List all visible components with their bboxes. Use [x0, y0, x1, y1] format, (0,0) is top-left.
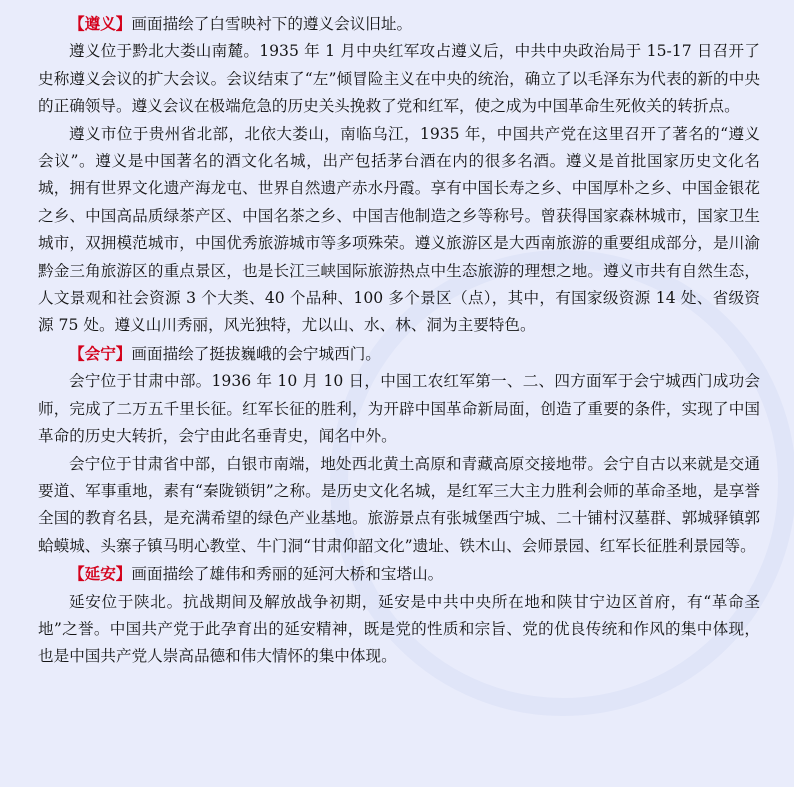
paragraph: 遵义位于黔北大娄山南麓。1935 年 1 月中央红军攻占遵义后，中共中央政治局于 15-17 日召开了史称遵义会议的扩大会议。会议结束了“左”倾冒险主义在中央的统治，确立了以毛泽东为代表的新的中央的正确领导。遵义会议在极端危急的历史关头挽救了党和红军，使之成为中国革命生死攸关的转折点。 [38, 42, 760, 116]
section-heading-yanan [38, 560, 760, 588]
section-tag: 【延安】 [69, 564, 132, 584]
paragraph: 遵义市位于贵州省北部，北依大娄山，南临乌江，1935 年，中国共产党在这里召开了著名的“遵义会议”。遵义是中国著名的酒文化名城，出产包括茅台酒在内的很多名酒。遵义是首批国家历史文化名城，拥有世界文化遗产海龙屯、世界自然遗产赤水丹霞。享有中国长寿之乡、中国厚朴之乡、中国金银花之乡、中国高品质绿茶产区、中国名茶之乡、中国吉他制造之乡等称号。曾获得国家森林城市，国家卫生城市，双拥模范城市，中国优秀旅游城市等多项殊荣。遵义旅游区是大西南旅游的重要组成部分，是川渝黔金三角旅游区的重点景区，也是长江三峡国际旅游热点中生态旅游的理想之地。遵义市共有自然生态，人文景观和社会资源 3 个大类、40 个品种、100 多个景区（点），其中，有国家级资源 14 处、省级资源 75 处。遵义山川秀丽，风光独特，尤以山、水、林、洞为主要特色。 [38, 124, 760, 335]
section-tag: 【会宁】 [69, 343, 132, 363]
section-caption: 画面描绘了白雪映衬下的遵义会议旧址。 [131, 15, 413, 33]
paragraph: 延安位于陕北。抗战期间及解放战争初期，延安是中共中央所在地和陕甘宁边区首府，有“革命圣地”之誉。中国共产党于此孕育出的延安精神，既是党的性质和宗旨、党的优良传统和作风的集中体现，也是中国共产党人崇高品德和伟大情怀的集中体现。 [38, 592, 760, 666]
section-heading-huining [38, 340, 760, 368]
document-page [38, 10, 760, 671]
paragraph: 会宁位于甘肃中部。1936 年 10 月 10 日，中国工农红军第一、二、四方面军于会宁城西门成功会师，完成了二万五千里长征。红军长征的胜利，为开辟中国革命新局面，创造了重要的条件，实现了中国革命的历史大转折，会宁由此名垂青史，闻名中外。 [38, 372, 760, 446]
section-tag: 【遵义】 [69, 14, 132, 33]
section-caption: 画面描绘了雄伟和秀丽的延河大桥和宝塔山。 [131, 565, 444, 584]
section-heading-zunyi [38, 10, 760, 38]
paragraph: 会宁位于甘肃省中部，白银市南端，地处西北黄土高原和青藏高原交接地带。会宁自古以来就是交通要道、军事重地，素有“秦陇锁钥”之称。是历史文化名城，是红军三大主力胜利会师的革命圣地，是享誉全国的教育名县，是充满希望的绿色产业基地。旅游景点有张城堡西宁城、二十铺村汉墓群、郭城驿镇郭蛤蟆城、头寨子镇马明心教堂、牛门洞“甘肃仰韶文化”遗址、铁木山、会师景园、红军长征胜利景园等。 [38, 454, 760, 555]
section-caption: 画面描绘了挺拔巍峨的会宁城西门。 [131, 344, 381, 363]
